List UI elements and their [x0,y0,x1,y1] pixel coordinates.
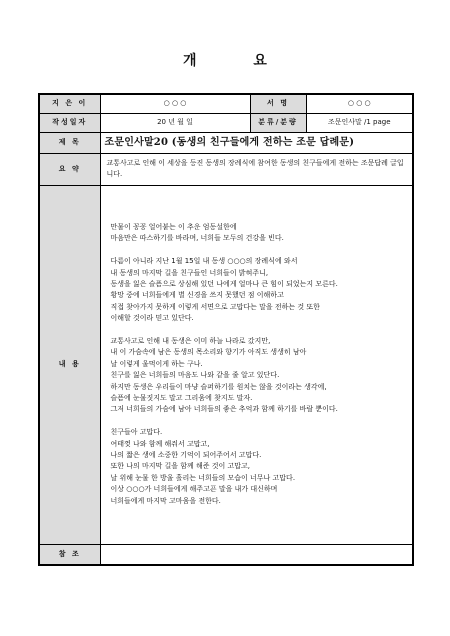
subject-value: 조문인사말20 (동생의 친구들에게 전하는 조문 답례문) [100,132,413,153]
content-line: 다름이 아니라 지난 1월 15일 내 동생 ○○○의 장례식에 와서 [110,257,298,266]
content-line: 여태껏 나와 함께 해줘서 고맙고, [110,439,210,448]
paragraph-gap [111,416,409,427]
subject-label: 제 목 [39,132,100,153]
content-line: 나의 짧은 생에 소중한 기억이 되어주어서 고맙다. [110,451,262,460]
content-line: 내 이 가슴속에 남은 동생의 목소리와 향기가 아직도 생생히 남아 [110,348,307,357]
content-line: 만물이 꽁꽁 얼어붙는 이 추운 엄동설한에 [110,222,237,231]
content-label: 내 용 [39,185,100,544]
content-line: 내 동생의 마지막 길을 친구들인 너희들이 밝혀주니, [110,268,269,277]
author-value: ○ ○ ○ [100,94,250,113]
reference-label: 참 조 [39,544,100,565]
content-line: 황망 중에 너희들에게 별 신경을 쓰지 못했던 점 이해하고 [110,291,284,300]
content-line: 이해할 것이라 믿고 있단다. [110,314,194,323]
category-label: 분류/분량 [250,113,306,132]
content-line: 그저 너희들의 가슴에 남아 너희들의 좋은 추억과 함께 하기를 바랄 뿐이다. [110,405,338,414]
content-line: 날 위해 눈물 한 방울 흘리는 너희들의 모습이 너무나 고맙다. [110,473,296,482]
content-line: 직접 찾아가지 못하게 이렇게 서면으로 고맙다는 말을 전하는 것 또한 [110,302,320,311]
date-label: 작성일자 [39,113,100,132]
paragraph-gap [111,245,409,256]
summary-label: 요 약 [39,153,100,185]
reference-value [100,544,413,565]
date-value: 20 년 월 일 [100,113,250,132]
content-line: 이상 ○○○가 너희들에게 해주고픈 말을 내가 대신하며 [110,485,278,494]
content-line: 너희들에게 마지막 고마움을 전한다. [110,496,221,505]
content-line: 또한 나의 마지막 길을 함께 해준 것이 고맙고, [110,462,251,471]
summary-value: 교통사고로 인해 이 세상을 등진 동생의 장례식에 참여한 동생의 친구들에게 전하는 조문답례 글입니다. [100,153,413,185]
content-line: 마음만은 따스하기를 바라며, 너희들 모두의 건강을 빈다. [110,234,284,243]
author-label: 지 은 이 [39,94,100,113]
content-line: 슬픔에 눈물짓지도 말고 그리움에 찾지도 말자. [110,394,253,402]
content-line: 친구를 잃은 너희들의 마음도 나와 같을 줄 알고 있단다. [110,371,280,380]
document-title: 개 요 [183,53,293,69]
sign-label: 서 명 [250,94,306,113]
content-lines [111,222,409,507]
content-body [100,185,413,544]
content-line: 날 이렇게 울먹이게 하는 구나. [110,359,203,368]
overview-table [38,93,414,566]
category-value: 조문인사말 /1 page [306,113,413,132]
sign-value: ○ ○ ○ [306,94,413,113]
content-line: 하지만 동생은 우리들이 마냥 슬퍼하기를 원치는 않을 것이라는 생각에, [110,382,327,391]
content-line: 교통사고로 인해 내 동생은 이미 하늘 나라로 갔지만, [110,336,271,345]
paragraph-gap [111,325,409,336]
content-line: 친구들아 고맙다. [110,428,163,437]
content-line: 동생을 잃은 슬픔으로 상심해 있던 나에게 얼마나 큰 힘이 되었는지 모른다. [110,279,338,288]
